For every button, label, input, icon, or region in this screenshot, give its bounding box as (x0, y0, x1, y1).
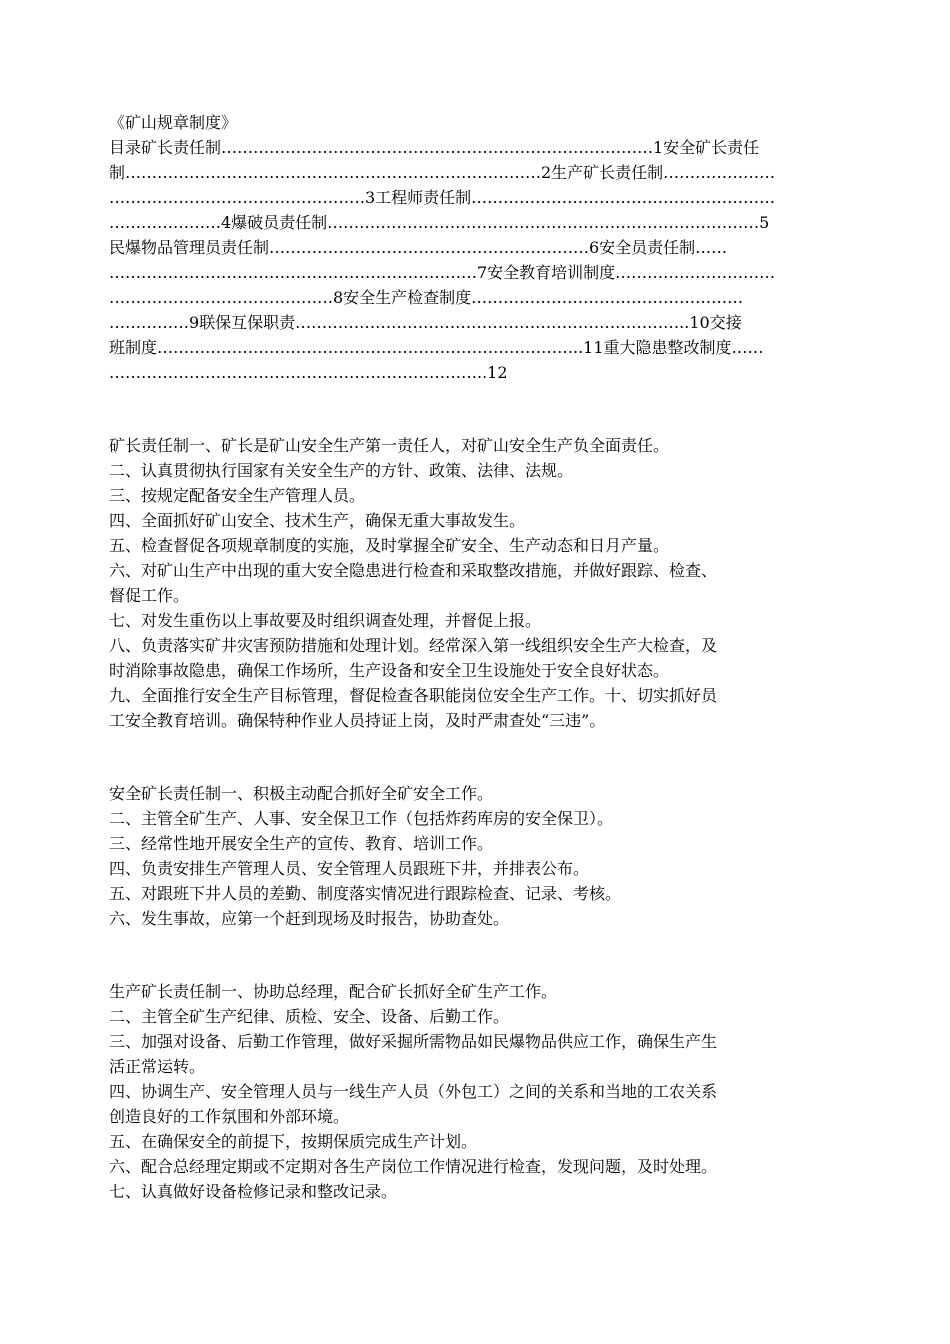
paragraph-line: 生产矿长责任制一、协助总经理，配合矿长抓好全矿生产工作。 (109, 982, 558, 1001)
paragraph-line: 五、检查督促各项规章制度的实施，及时掌握全矿安全、生产动态和日月产量。 (109, 536, 670, 555)
toc-line: 目录矿长责任制………………………………………………………………………1安全矿长责任 (109, 138, 760, 157)
paragraph-line: 七、认真做好设备检修记录和整改记录。 (109, 1182, 398, 1201)
toc-line: …………………………………………3工程师责任制………………………………………………… (109, 188, 776, 207)
toc-line: ……………9联保互保职责………………………………………………………………..10交接 (109, 313, 742, 332)
document-page (109, 110, 839, 1204)
section-safety-director-duties (109, 781, 839, 931)
paragraph-line: 四、负责安排生产管理人员、安全管理人员跟班下井，并排表公布。 (109, 859, 590, 878)
paragraph-line: 时消除事故隐患，确保工作场所，生产设备和安全卫生设施处于安全良好状态。 (109, 661, 670, 680)
paragraph-line: 三、加强对设备、后勤工作管理，做好采掘所需物品如民爆物品供应工作，确保生产生 (109, 1032, 718, 1051)
toc-line: 民爆物品管理员责任制……………………………………………………6安全员责任制…… (109, 238, 728, 257)
table-of-contents (109, 135, 839, 385)
paragraph-line: 四、全面抓好矿山安全、技术生产，确保无重大事故发生。 (109, 511, 526, 530)
section-production-director-duties (109, 979, 839, 1204)
paragraph-line: 督促工作。 (109, 586, 190, 605)
paragraph-line: 安全矿长责任制一、积极主动配合抓好全矿安全工作。 (109, 784, 494, 803)
paragraph-line: 三、按规定配备安全生产管理人员。 (109, 486, 366, 505)
paragraph-line: 五、在确保安全的前提下，按期保质完成生产计划。 (109, 1132, 478, 1151)
paragraph-line: 七、对发生重伤以上事故要及时组织调查处理，并督促上报。 (109, 611, 542, 630)
section-mine-director-duties (109, 433, 839, 733)
paragraph-line: 活正常运转。 (109, 1057, 206, 1076)
paragraph-line: 二、主管全矿生产、人事、安全保卫工作（包括炸药库房的安全保卫）。 (109, 809, 614, 828)
document-title: 《矿山规章制度》 (109, 113, 238, 132)
toc-line: ……………………………………8安全生产检查制度…………………………………………… (109, 288, 744, 307)
paragraph-line: 三、经常性地开展安全生产的宣传、教育、培训工作。 (109, 834, 494, 853)
paragraph-line: 九、全面推行安全生产目标管理，督促检查各职能岗位安全生产工作。十、切实抓好员 (109, 686, 718, 705)
paragraph-line: 四、协调生产、安全管理人员与一线生产人员（外包工）之间的关系和当地的工农关系 (109, 1082, 718, 1101)
paragraph-line: 二、认真贯彻执行国家有关安全生产的方针、政策、法律、法规。 (109, 461, 574, 480)
paragraph-line: 六、发生事故，应第一个赶到现场及时报告，协助查处。 (109, 909, 510, 928)
toc-line: ……………………………………………………………..12 (109, 363, 508, 382)
toc-line: 制……………………………………………………………………2生产矿长责任制………………… (109, 163, 776, 182)
toc-line: ……………………………………………………………7安全教育培训制度………………………… (109, 263, 776, 282)
paragraph-line: 八、负责落实矿井灾害预防措施和处理计划。经常深入第一线组织安全生产大检查，及 (109, 636, 718, 655)
paragraph-line: 矿长责任制一、矿长是矿山安全生产第一责任人，对矿山安全生产负全面责任。 (109, 436, 670, 455)
paragraph-line: 五、对跟班下井人员的差勤、制度落实情况进行跟踪检查、记录、考核。 (109, 884, 622, 903)
toc-line: …………………4爆破员责任制………………………………………………………………………5 (109, 213, 770, 232)
paragraph-line: 工安全教育培训。确保特种作业人员持证上岗，及时严肃查处“三违”。 (109, 711, 606, 730)
paragraph-line: 六、配合总经理定期或不定期对各生产岗位工作情况进行检查，发现问题，及时处理。 (109, 1157, 718, 1176)
paragraph-line: 六、对矿山生产中出现的重大安全隐患进行检查和采取整改措施，并做好跟踪、检查、 (109, 561, 718, 580)
paragraph-line: 创造良好的工作氛围和外部环境。 (109, 1107, 350, 1126)
paragraph-line: 二、主管全矿生产纪律、质检、安全、设备、后勤工作。 (109, 1007, 510, 1026)
toc-line: 班制度……………………………………………………………………..11重大隐患整改制度…… (109, 338, 764, 357)
